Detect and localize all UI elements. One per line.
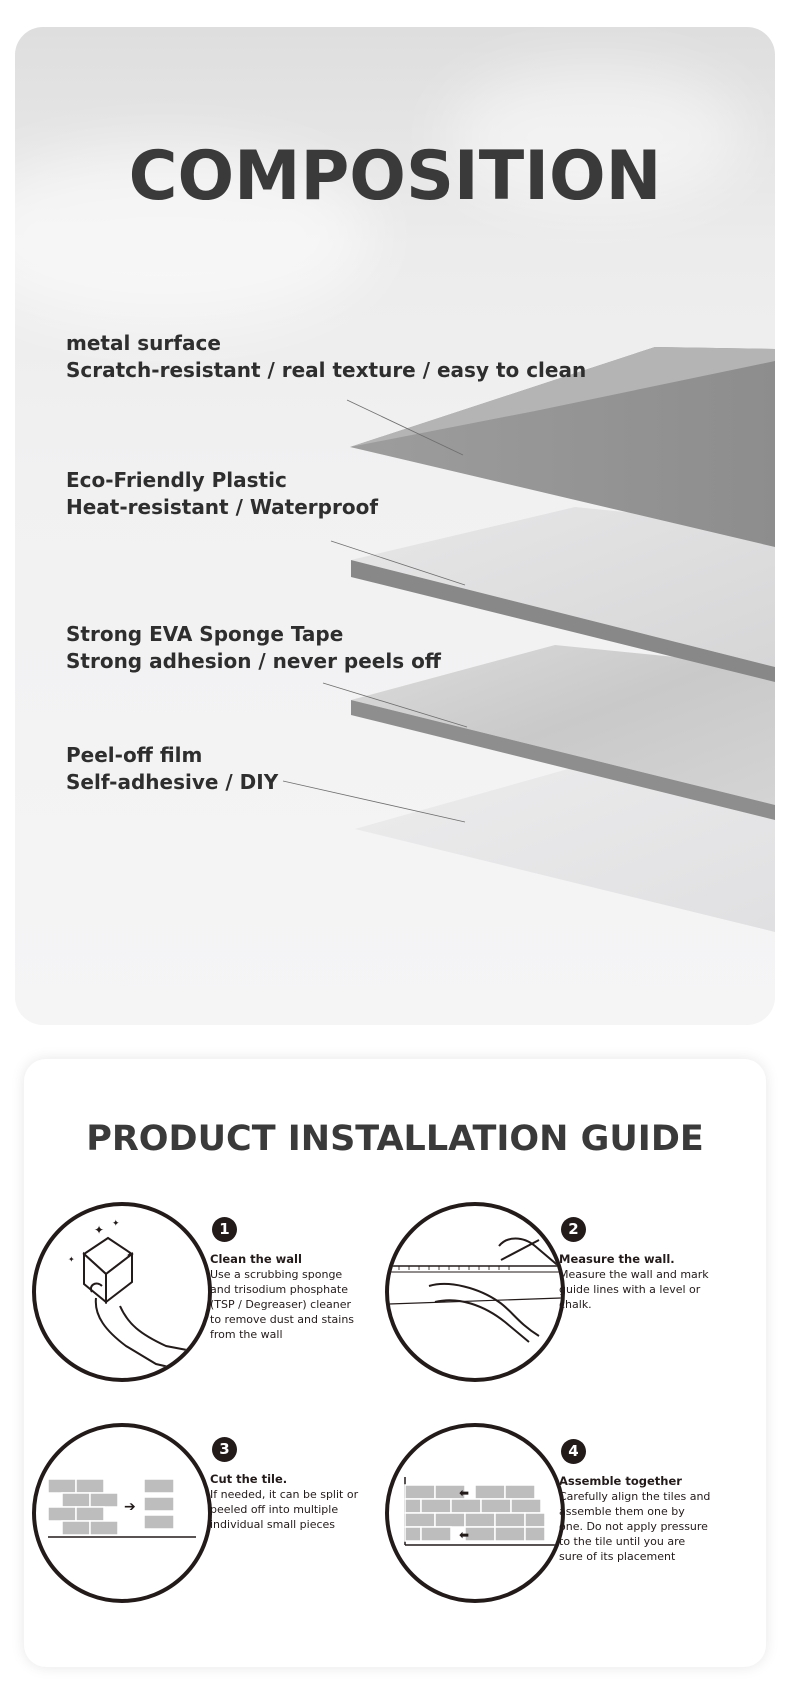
step-title: Assemble together — [559, 1474, 682, 1488]
layer-features: Heat-resistant / Waterproof — [66, 495, 379, 519]
layer-features: Strong adhesion / never peels off — [66, 649, 442, 673]
step-title: Cut the tile. — [210, 1472, 288, 1486]
layer-label-metal — [66, 330, 586, 384]
guide-title: PRODUCT INSTALLATION GUIDE — [86, 1119, 704, 1159]
layer-label-sponge — [66, 621, 441, 675]
layer-label-film — [66, 742, 278, 796]
tile-split-icon — [36, 1427, 208, 1599]
layer-name: metal surface — [66, 331, 221, 355]
svg-text:⬅: ⬅ — [459, 1528, 470, 1542]
assemble-tile-illustration — [385, 1423, 565, 1603]
svg-text:✦: ✦ — [94, 1223, 105, 1237]
layer-name: Strong EVA Sponge Tape — [66, 622, 344, 646]
step-number-badge: 4 — [561, 1439, 586, 1464]
measure-wall-illustration — [385, 1202, 565, 1382]
layer-stack-illustration — [15, 27, 775, 1025]
layer-name: Peel-off film — [66, 743, 203, 767]
layer-features: Scratch-resistant / real texture / easy to clean — [66, 358, 587, 382]
measure-hand-icon — [389, 1206, 561, 1378]
svg-text:⬅: ⬅ — [459, 1486, 470, 1500]
sponge-hand-icon — [36, 1206, 208, 1378]
installation-guide-panel — [24, 1059, 766, 1667]
step-description: Measure the wall and mark guide lines with a level or chalk. — [559, 1268, 709, 1311]
svg-text:➔: ➔ — [124, 1499, 136, 1515]
leader-line — [283, 781, 465, 822]
composition-title: COMPOSITION — [128, 137, 662, 216]
composition-panel — [15, 27, 775, 1025]
step-number-badge: 1 — [212, 1217, 237, 1242]
svg-text:✦: ✦ — [126, 1251, 133, 1260]
step-title: Clean the wall — [210, 1252, 302, 1266]
layer-label-plastic — [66, 467, 378, 521]
layer-features: Self-adhesive / DIY — [66, 770, 279, 794]
step-description: Use a scrubbing sponge and trisodium phosphate (TSP / Degreaser) cleaner to remove dust and stains from the wall — [210, 1268, 355, 1341]
step-description: Carefully align the tiles and assemble them one by one. Do not apply pressure to the tile until you are sure of its placement — [559, 1490, 711, 1563]
clean-wall-illustration — [32, 1202, 212, 1382]
step-number-badge: 3 — [212, 1437, 237, 1462]
tile-assemble-icon — [389, 1427, 561, 1599]
step-title: Measure the wall. — [559, 1252, 675, 1266]
svg-text:✦: ✦ — [112, 1219, 120, 1229]
step-number-badge: 2 — [561, 1217, 586, 1242]
layer-name: Eco-Friendly Plastic — [66, 468, 287, 492]
step-description: If needed, it can be split or peeled off into multiple individual small pieces — [210, 1488, 359, 1531]
cut-tile-illustration — [32, 1423, 212, 1603]
svg-text:✦: ✦ — [68, 1255, 75, 1264]
